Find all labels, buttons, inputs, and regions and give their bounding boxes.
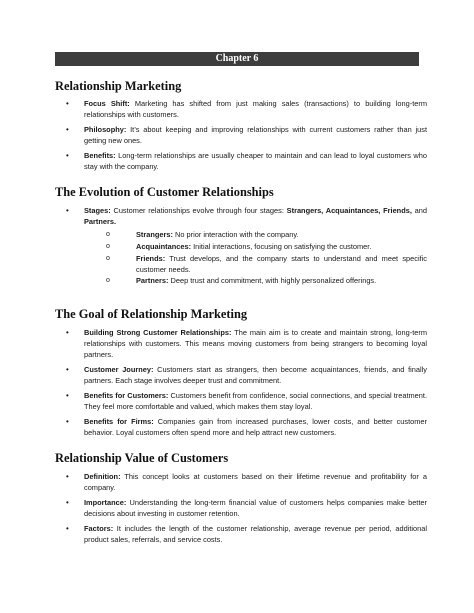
bullet-label: Focus Shift: (84, 99, 130, 108)
bullet-text: Marketing has shifted from just making sales (transactions) to building long-term relationships with customers. (84, 99, 427, 119)
bullet-label: Factors: (84, 524, 114, 533)
section-heading: Relationship Marketing (55, 79, 182, 93)
bullet-text-and: and (411, 206, 427, 215)
sub-bullet-text: No prior interaction with the company. (172, 229, 299, 239)
bullet-item (55, 151, 427, 173)
section-heading: The Goal of Relationship Marketing (55, 307, 248, 321)
section-heading: Relationship Value of Customers (55, 451, 229, 465)
bullet-item (55, 365, 427, 387)
bullet-label: Importance: (84, 498, 127, 507)
stage-list: Strangers, Acquaintances, Friends, (286, 206, 412, 215)
bullet-item-stages (55, 206, 427, 287)
bullet-text: Customer relationships evolve through four stages: (110, 206, 287, 215)
sub-bullet-text: Deep trust and commitment, with highly personalized offerings. (168, 276, 377, 286)
bullet-list (55, 99, 427, 173)
bullet-text: It includes the length of the customer relationship, average revenue per period, additional product sales, referrals, and service costs. (84, 524, 427, 544)
sub-bullet-label: Partners: (136, 276, 169, 286)
bullet-item (55, 391, 427, 413)
bullet-label: Benefits for Firms: (84, 416, 154, 426)
sub-bullet-item (106, 242, 427, 253)
bullet-text: Customers start as strangers, then become acquaintances, friends, and finally partners. Each stage involves deeper trust and commitment. (84, 364, 427, 385)
bullet-text: It’s about keeping and improving relationships with current customers rather than just getting new ones. (84, 125, 427, 145)
bullet-label: Stages: (84, 206, 111, 215)
section-heading: The Evolution of Customer Relationships (55, 185, 274, 199)
sub-bullet-text: Trust develops, and the company starts to understand and meet specific customer needs. (136, 253, 427, 274)
bullet-list (55, 206, 427, 287)
sub-bullet-list (84, 230, 427, 288)
bullet-label: Benefits: (84, 151, 116, 160)
sub-bullet-item (106, 276, 427, 287)
bullet-text: Customers benefit from confidence, social connections, and special treatment. They feel more comfortable and valued, which makes them stay loyal. (84, 390, 428, 411)
bullet-item (55, 524, 427, 546)
bullet-list (55, 328, 427, 439)
bullet-label: Definition: (84, 472, 121, 481)
sub-bullet-label: Acquaintances: (136, 241, 192, 251)
sub-bullet-item (106, 254, 427, 276)
bullet-text: Understanding the long-term financial value of customers helps companies make better decisions about investing in customer retention. (84, 498, 427, 518)
section-evolution (55, 184, 427, 287)
bullet-item (55, 472, 427, 494)
bullet-item (55, 99, 427, 121)
bullet-item (55, 125, 427, 147)
stage-last: Partners. (84, 216, 117, 226)
bullet-item (55, 328, 427, 361)
bullet-text: Long-term relationships are usually cheaper to maintain and can lead to loyal customers who stay with the company. (84, 151, 427, 171)
bullet-label: Customer Journey: (84, 364, 154, 374)
bullet-text: The main aim is to create and maintain strong, long-term relationships with customers. This means moving customers from being strangers to becoming loyal partners. (84, 328, 427, 359)
section-goal (55, 306, 427, 439)
bullet-item (55, 498, 427, 520)
bullet-label: Building Strong Customer Relationships: (84, 328, 232, 337)
sub-bullet-label: Strangers: (136, 229, 173, 239)
section-relationship-marketing (55, 78, 427, 173)
bullet-label: Philosophy: (84, 125, 127, 134)
sub-bullet-label: Friends: (136, 253, 166, 263)
bullet-label: Benefits for Customers: (84, 390, 169, 400)
bullet-text: This concept looks at customers based on their lifetime revenue and profitability for a company. (84, 472, 427, 492)
bullet-text: Companies gain from increased purchases, lower costs, and better customer behavior. Loyal customers often spend more and help attract new customers. (84, 416, 427, 437)
chapter-title-bar: Chapter 6 (55, 52, 419, 66)
bullet-list (55, 472, 427, 546)
bullet-item (55, 417, 427, 439)
sub-bullet-item (106, 230, 427, 241)
section-relationship-value (55, 450, 427, 546)
sub-bullet-text: Initial interactions, focusing on satisfying the customer. (191, 241, 372, 251)
